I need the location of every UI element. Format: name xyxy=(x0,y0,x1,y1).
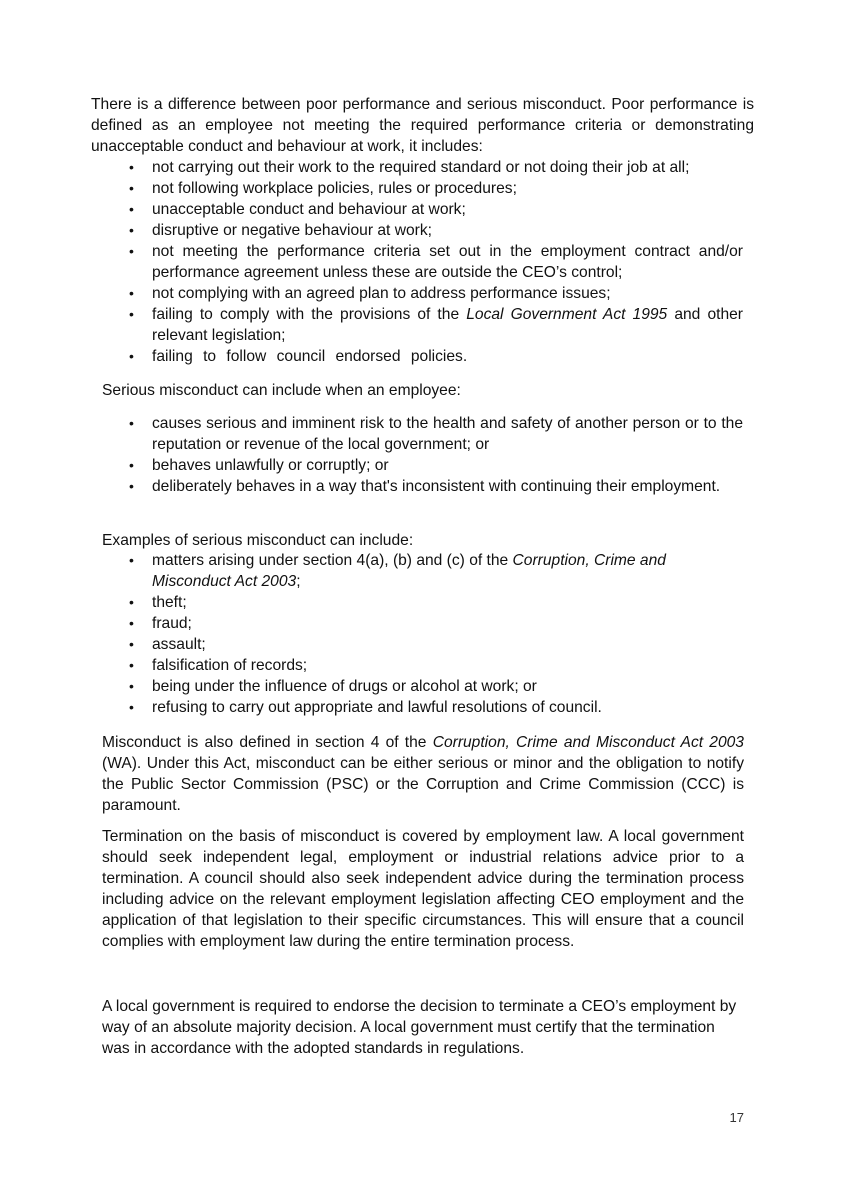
bullet-icon: • xyxy=(129,594,134,610)
misconduct-definition-paragraph: Misconduct is also defined in section 4 of the Corruption, Crime and Misconduct Act 2003 (WA). Under this Act, misconduct can be either serious or minor and the obligation to notify the Public Sector Commission (PSC) or the Corruption and Crime Commission (CCC) is paramount. xyxy=(102,734,744,814)
list-item: • assault; xyxy=(129,636,206,653)
bullet-icon: • xyxy=(129,478,134,494)
bullet-icon: • xyxy=(129,180,134,196)
bullet-icon: • xyxy=(129,348,134,364)
bullet-icon: • xyxy=(129,699,134,715)
bullet-icon: • xyxy=(129,636,134,652)
intro-paragraph: There is a difference between poor performance and serious misconduct. Poor performance is defined as an employee not meeting the required performance criteria or demonstrating unacceptable conduct and behaviour at work, it includes: xyxy=(91,96,754,155)
list-item: • falsification of records; xyxy=(129,657,308,674)
bullet-icon: • xyxy=(129,415,134,431)
list-item: • failing to follow council endorsed policies. xyxy=(129,348,468,365)
list-item: • unacceptable conduct and behaviour at work; xyxy=(129,201,466,218)
poor-performance-list xyxy=(102,157,743,367)
act-title: Corruption, Crime and Misconduct Act 2003 xyxy=(152,552,666,590)
list-item: • being under the influence of drugs or alcohol at work; or xyxy=(129,678,537,695)
serious-misconduct-intro: Serious misconduct can include when an employee: xyxy=(102,382,461,399)
endorsement-paragraph: A local government is required to endorse the decision to terminate a CEO’s employment by way of an absolute majority decision. A local government must certify that the termination was in accordance with the adopted standards in regulations. xyxy=(102,998,737,1057)
bullet-icon: • xyxy=(129,657,134,673)
bullet-icon: • xyxy=(129,615,134,631)
list-item: • not following workplace policies, rules or procedures; xyxy=(129,180,517,197)
list-item: • behaves unlawfully or corruptly; or xyxy=(129,457,389,474)
bullet-icon: • xyxy=(129,457,134,473)
bullet-icon: • xyxy=(129,306,134,322)
list-item: • refusing to carry out appropriate and lawful resolutions of council. xyxy=(129,699,602,716)
list-item: • not carrying out their work to the required standard or not doing their job at all; xyxy=(129,159,690,176)
bullet-icon: • xyxy=(129,678,134,694)
list-item: • not complying with an agreed plan to address performance issues; xyxy=(129,285,611,302)
bullet-icon: • xyxy=(129,159,134,175)
bullet-icon: • xyxy=(129,552,134,568)
examples-intro: Examples of serious misconduct can include: xyxy=(102,532,414,549)
list-item: • causes serious and imminent risk to the health and safety of another person or to the reputation or revenue of the local government; or xyxy=(129,415,743,453)
examples-list xyxy=(102,550,743,718)
list-item: • theft; xyxy=(129,594,187,611)
list-item: • deliberately behaves in a way that's inconsistent with continuing their employment. xyxy=(129,478,721,495)
bullet-icon: • xyxy=(129,201,134,217)
serious-misconduct-list xyxy=(102,413,743,497)
termination-paragraph: Termination on the basis of misconduct is covered by employment law. A local government should seek independent legal, employment or industrial relations advice prior to a termination. A council should also seek independent advice during the termination process including advice on the relevant employment legislation affecting CEO employment and the application of that legislation to their specific circumstances. This will ensure that a council complies with employment law during the entire termination process. xyxy=(102,828,744,950)
list-item: • failing to comply with the provisions of the Local Government Act 1995 and other relevant legislation; xyxy=(129,306,743,344)
list-item: • disruptive or negative behaviour at work; xyxy=(129,222,432,239)
page-number: 17 xyxy=(729,1110,744,1125)
list-item: • fraud; xyxy=(129,615,192,632)
act-title: Local Government Act 1995 xyxy=(466,306,668,323)
bullet-icon: • xyxy=(129,222,134,238)
list-item: • not meeting the performance criteria set out in the employment contract and/or performance agreement unless these are outside the CEO’s control; xyxy=(129,243,743,281)
list-item: • matters arising under section 4(a), (b) and (c) of the Corruption, Crime and Misconduct Act 2003; xyxy=(129,552,666,590)
act-title: Corruption, Crime and Misconduct Act 2003 xyxy=(432,734,744,751)
bullet-icon: • xyxy=(129,243,134,259)
bullet-icon: • xyxy=(129,285,134,301)
